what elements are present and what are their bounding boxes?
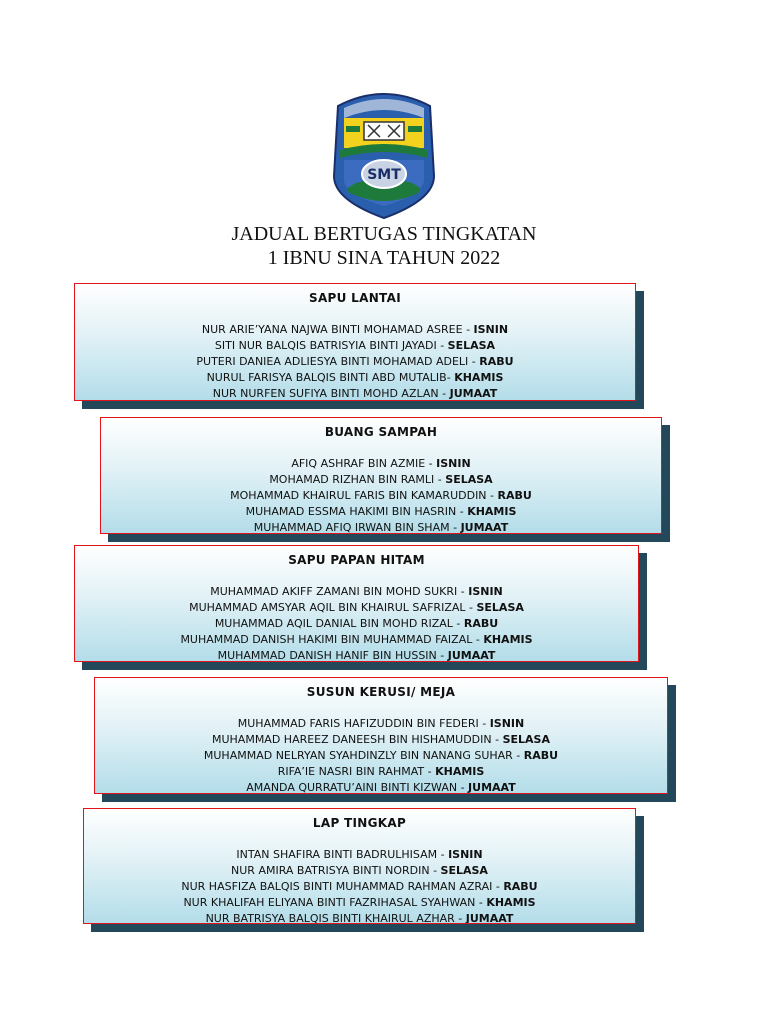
duty-row xyxy=(75,386,635,401)
student-name: MOHAMMAD KHAIRUL FARIS BIN KAMARUDDIN - xyxy=(230,489,495,502)
duty-row xyxy=(95,748,667,764)
duty-day: ISNIN xyxy=(448,848,483,861)
duty-row xyxy=(84,911,635,924)
student-name: MUHAMMAD FARIS HAFIZUDDIN BIN FEDERI - xyxy=(237,717,487,730)
duty-day: ISNIN xyxy=(473,323,509,336)
student-name: MUHAMMAD NELRYAN SYAHDINZLY BIN NANANG SUHAR - xyxy=(203,749,521,762)
duty-row xyxy=(101,488,661,504)
student-name: NUR KHALIFAH ELIYANA BINTI FAZRIHASAL SYAHWAN - xyxy=(183,896,483,909)
duty-row xyxy=(95,732,667,748)
duty-day: JUMAAT xyxy=(468,781,516,794)
section-title: BUANG SAMPAH xyxy=(324,425,438,439)
section-title: SUSUN KERUSI/ MEJA xyxy=(306,685,456,699)
duty-day: RABU xyxy=(523,749,559,762)
duty-day: SELASA xyxy=(445,473,493,486)
section-title: LAP TINGKAP xyxy=(312,816,407,830)
student-name: NUR HASFIZA BALQIS BINTI MUHAMMAD RAHMAN AZRAI - xyxy=(181,880,500,893)
section-title: SAPU LANTAI xyxy=(309,291,401,305)
student-name: MUHAMMAD DANISH HANIF BIN HUSSIN - xyxy=(217,649,445,662)
duty-day: JUMAAT xyxy=(447,649,496,662)
student-name: NURUL FARISYA BALQIS BINTI ABD MUTALIB- xyxy=(206,371,451,384)
duty-row xyxy=(75,370,635,386)
duty-list xyxy=(95,716,667,794)
student-name: MUHAMMAD AMSYAR AQIL BIN KHAIRUL SAFRIZAL - xyxy=(189,601,473,614)
duty-row xyxy=(75,338,635,354)
duty-day: ISNIN xyxy=(436,457,471,470)
duty-row xyxy=(75,648,638,662)
duty-box-sapu-lantai xyxy=(74,283,636,401)
duty-box-buang-sampah xyxy=(100,417,662,534)
duty-row xyxy=(84,879,635,895)
crest-smt-text: SMT xyxy=(367,167,401,183)
duty-list xyxy=(75,584,638,662)
student-name: NUR NURFEN SUFIYA BINTI MOHD AZLAN - xyxy=(212,387,447,400)
student-name: AFIQ ASHRAF BIN AZMIE - xyxy=(291,457,433,470)
duty-day: ISNIN xyxy=(489,717,525,730)
duty-list xyxy=(84,847,635,924)
duty-row xyxy=(95,716,667,732)
student-name: RIFA’IE NASRI BIN RAHMAT - xyxy=(277,765,432,778)
duty-day: KHAMIS xyxy=(486,896,536,909)
student-name: PUTERI DANIEA ADLIESYA BINTI MOHAMAD ADELI - xyxy=(196,355,476,368)
student-name: MUHAMMAD AQIL DANIAL BIN MOHD RIZAL - xyxy=(214,617,461,630)
duty-row xyxy=(75,616,638,632)
student-name: SITI NUR BALQIS BATRISYIA BINTI JAYADI - xyxy=(214,339,445,352)
duty-row xyxy=(95,764,667,780)
duty-day: KHAMIS xyxy=(483,633,533,646)
duty-day: RABU xyxy=(497,489,532,502)
duty-row xyxy=(84,863,635,879)
duty-list xyxy=(101,456,661,534)
duty-day: JUMAAT xyxy=(460,521,509,534)
duty-day: RABU xyxy=(503,880,538,893)
student-name: NUR AMIRA BATRISYA BINTI NORDIN - xyxy=(231,864,438,877)
duty-day: JUMAAT xyxy=(449,387,498,400)
student-name: MUHAMMAD DANISH HAKIMI BIN MUHAMMAD FAIZAL - xyxy=(180,633,480,646)
school-crest-logo xyxy=(330,88,438,220)
student-name: NUR BATRISYA BALQIS BINTI KHAIRUL AZHAR - xyxy=(205,912,463,924)
duty-day: ISNIN xyxy=(468,585,503,598)
duty-row xyxy=(75,600,638,616)
duty-row xyxy=(75,322,635,338)
duty-row xyxy=(75,354,635,370)
student-name: MUHAMAD ESSMA HAKIMI BIN HASRIN - xyxy=(245,505,464,518)
duty-day: RABU xyxy=(463,617,499,630)
section-title: SAPU PAPAN HITAM xyxy=(288,553,425,567)
page-title xyxy=(0,222,768,270)
duty-day: SELASA xyxy=(440,864,488,877)
duty-day: KHAMIS xyxy=(435,765,485,778)
duty-day: SELASA xyxy=(447,339,496,352)
student-name: AMANDA QURRATU’AINI BINTI KIZWAN - xyxy=(246,781,465,794)
duty-day: RABU xyxy=(479,355,514,368)
duty-row xyxy=(95,780,667,794)
duty-row xyxy=(84,895,635,911)
student-name: MUHAMMAD HAREEZ DANEESH BIN HISHAMUDDIN - xyxy=(211,733,500,746)
duty-row xyxy=(101,504,661,520)
duty-list xyxy=(75,322,635,401)
duty-day: KHAMIS xyxy=(467,505,517,518)
duty-day: JUMAAT xyxy=(465,912,514,924)
duty-day: SELASA xyxy=(476,601,524,614)
duty-row xyxy=(84,847,635,863)
duty-box-lap-tingkap xyxy=(83,808,636,924)
duty-box-sapu-papan-hitam xyxy=(74,545,639,662)
title-line-1: JADUAL BERTUGAS TINGKATAN xyxy=(231,223,537,245)
duty-row xyxy=(101,472,661,488)
title-line-2: 1 IBNU SINA TAHUN 2022 xyxy=(267,247,501,269)
duty-row xyxy=(75,584,638,600)
duty-row xyxy=(75,632,638,648)
student-name: MOHAMAD RIZHAN BIN RAMLI - xyxy=(269,473,442,486)
student-name: INTAN SHAFIRA BINTI BADRULHISAM - xyxy=(236,848,445,861)
duty-row xyxy=(101,520,661,534)
duty-row xyxy=(101,456,661,472)
duty-day: KHAMIS xyxy=(454,371,504,384)
duty-box-susun-kerusi-meja xyxy=(94,677,668,794)
student-name: MUHAMMAD AKIFF ZAMANI BIN MOHD SUKRI - xyxy=(210,585,465,598)
student-name: NUR ARIE’YANA NAJWA BINTI MOHAMAD ASREE - xyxy=(201,323,471,336)
duty-day: SELASA xyxy=(502,733,550,746)
student-name: MUHAMMAD AFIQ IRWAN BIN SHAM - xyxy=(253,521,458,534)
